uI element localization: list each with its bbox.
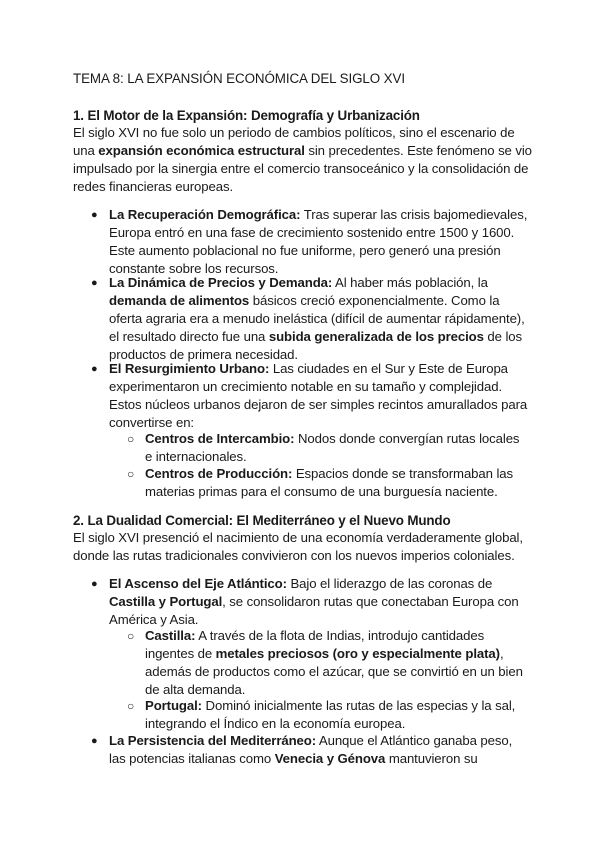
list-item-urbano: El Resurgimiento Urbano: Las ciudades en el Sur y Este de Europa experimentaron un crecimiento notable en su tamaño y complejidad. Estos núcleos urbanos dejaron de ser simples recintos amurallados para convertirse en: <box>109 361 528 430</box>
list-item-mediterraneo: La Persistencia del Mediterráneo: Aunque el Atlántico ganaba peso, las potencias italianas como Venecia y Génova mantuvieron su <box>109 733 513 766</box>
list-item-precios: La Dinámica de Precios y Demanda: Al haber más población, la demanda de alimentos básicos creció exponencialmente. Como la oferta agraria era a menudo inelástica (difícil de aumentar rápidamente), el resultado directo fue una subida generalizada de los precios de los productos de primera necesidad. <box>109 275 525 362</box>
sub-bullet-marker: ○ <box>127 432 135 446</box>
document-title: TEMA 8: LA EXPANSIÓN ECONÓMICA DEL SIGLO XVI <box>73 71 405 86</box>
sub-bullet-marker: ○ <box>127 467 135 481</box>
sub-bullet-marker: ○ <box>127 699 135 713</box>
bullet-marker: ● <box>91 578 98 590</box>
bullet-marker: ● <box>91 735 98 747</box>
section-2-heading: 2. La Dualidad Comercial: El Mediterráneo y el Nuevo Mundo <box>73 513 451 528</box>
bullet-marker: ● <box>91 277 98 289</box>
section-1-intro: El siglo XVI no fue solo un periodo de cambios políticos, sino el escenario de una expansión económica estructural sin precedentes. Este fenómeno se vio impulsado por la sinergia entre el comercio transoceánico y la consolidación de redes financieras europeas. <box>73 125 532 194</box>
list-item-atlantico: El Ascenso del Eje Atlántico: Bajo el liderazgo de las coronas de Castilla y Portugal, se consolidaron rutas que conectaban Europa con América y Asia. <box>109 576 519 627</box>
sub-item-intercambio: Centros de Intercambio: Nodos donde convergían rutas locales e internacionales. <box>145 431 520 464</box>
bullet-marker: ● <box>91 209 98 221</box>
sub-item-castilla: Castilla: A través de la flota de Indias, introdujo cantidades ingentes de metales preciosos (oro y especialmente plata), además de productos como el azúcar, que se convirtió en un bien de alta demanda. <box>145 628 523 697</box>
section-1-heading: 1. El Motor de la Expansión: Demografía y Urbanización <box>73 108 420 123</box>
list-item-demografia: La Recuperación Demográfica: Tras superar las crisis bajomedievales, Europa entró en una fase de crecimiento sostenido entre 1500 y 1600. Este aumento poblacional no fue uniforme, pero generó una presión constante sobre los recursos. <box>109 207 528 276</box>
section-2-intro: El siglo XVI presenció el nacimiento de una economía verdaderamente global, donde las rutas tradicionales convivieron con los nuevos imperios coloniales. <box>73 530 523 563</box>
bullet-marker: ● <box>91 363 98 375</box>
sub-bullet-marker: ○ <box>127 629 135 643</box>
sub-item-portugal: Portugal: Dominó inicialmente las rutas de las especias y la sal, integrando el Índico en la economía europea. <box>145 698 516 731</box>
sub-item-produccion: Centros de Producción: Espacios donde se transformaban las materias primas para el consumo de una burguesía naciente. <box>145 466 513 499</box>
